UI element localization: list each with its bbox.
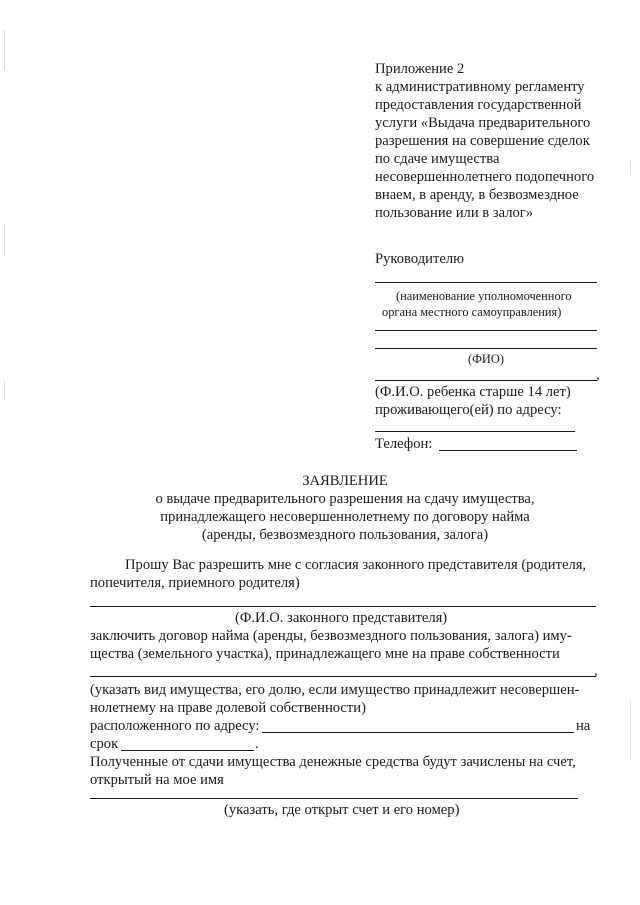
representative-caption: (Ф.И.О. законного представителя) (235, 610, 448, 626)
statement-subtitle: принадлежащего несовершеннолетнему по договору найма (160, 509, 530, 525)
addressee-to: Руководителю (375, 251, 465, 267)
body-text: щества (земельного участка), принадлежащего мне на праве собственности (90, 646, 560, 662)
child-caption: (Ф.И.О. ребенка старше 14 лет) (375, 384, 571, 400)
fio-caption (375, 350, 597, 368)
scan-edge-mark (4, 380, 5, 400)
appendix-line: Приложение 2 (375, 61, 465, 77)
fio-caption-text: (ФИО) (468, 352, 504, 366)
appendix-line: внаем, в аренду, в безвозмездное (375, 187, 579, 203)
scan-edge-mark (4, 30, 5, 70)
property-address-line (262, 732, 574, 733)
org-name-line-2 (375, 330, 597, 331)
address-line (375, 431, 575, 432)
org-caption: (наименование уполномоченного (396, 289, 572, 303)
appendix-line: несовершеннолетнего подопечного (375, 169, 595, 185)
appendix-line: к административному регламенту (375, 79, 585, 95)
property-comma: , (594, 663, 598, 679)
appendix-line: предоставления государственной (375, 97, 582, 113)
address-na: на (576, 718, 591, 734)
address-label: расположенного по адресу: (90, 718, 260, 734)
account-line (90, 798, 578, 799)
term-line (121, 750, 254, 751)
statement-subtitle: о выдаче предварительного разрешения на сдачу имущества, (155, 491, 535, 507)
account-caption: (указать, где открыт счет и его номер) (224, 802, 460, 818)
body-text: открытый на мое имя (90, 772, 224, 788)
body-text: Прошу Вас разрешить мне с согласия законного представителя (родителя, (125, 557, 587, 573)
body-text: заключить договор найма (аренды, безвозмездного пользования, залога) иму- (90, 628, 572, 644)
org-name-line (375, 282, 597, 283)
appendix-line: услуги «Выдача предварительного (375, 115, 591, 131)
fio-line (375, 348, 597, 349)
phone-line (439, 450, 577, 451)
child-name-line (375, 380, 597, 381)
org-caption: органа местного самоуправления) (382, 305, 562, 319)
statement-subtitle: (аренды, безвозмездного пользования, залога) (201, 527, 489, 543)
statement-heading: ЗАЯВЛЕНИЕ (302, 473, 388, 489)
scan-edge-mark (630, 160, 631, 174)
appendix-line: разрешения на совершение сделок (375, 133, 590, 149)
term-label: срок (90, 736, 119, 752)
term-dot: . (255, 736, 259, 752)
appendix-line: по сдаче имущества (375, 151, 500, 167)
residing-label: проживающего(ей) по адресу: (375, 402, 562, 418)
body-text: (указать вид имущества, его долю, если имущество принадлежит несовершен- (90, 682, 580, 698)
child-comma: , (596, 367, 600, 383)
body-text: попечителя, приемного родителя) (90, 575, 300, 591)
scan-edge-mark (630, 700, 631, 760)
representative-line (90, 606, 596, 607)
scan-edge-mark (4, 225, 5, 255)
property-line (90, 676, 596, 677)
body-text: нолетнему на праве долевой собственности) (90, 700, 366, 716)
appendix-line: пользование или в залог» (375, 205, 534, 221)
phone-label: Телефон: (375, 436, 433, 452)
body-text: Полученные от сдачи имущества денежные средства будут зачислены на счет, (90, 754, 576, 770)
